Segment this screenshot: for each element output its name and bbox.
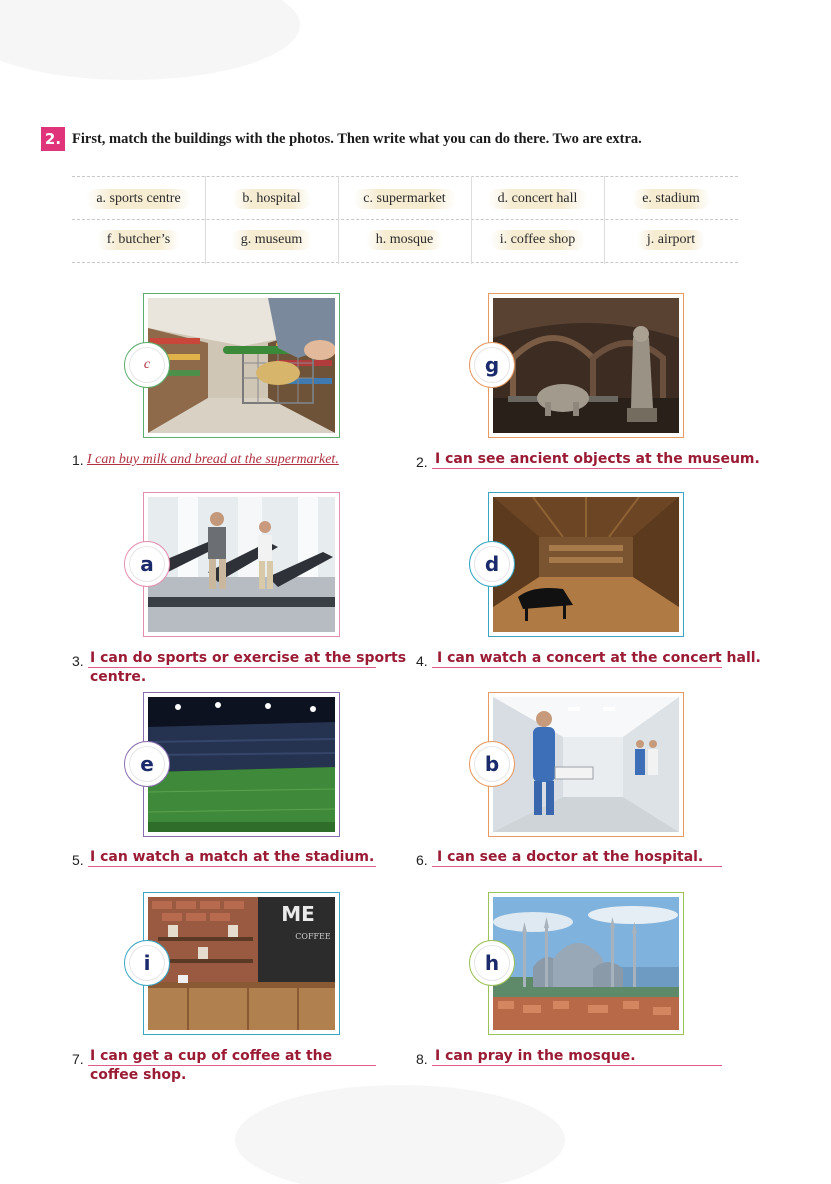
word-option: c. supermarket <box>338 189 471 209</box>
answer-letter-badge <box>124 741 170 787</box>
coffee-sign-subtext: COFFEE <box>295 932 331 941</box>
word-option: a. sports centre <box>72 189 205 209</box>
answer-line <box>432 667 722 668</box>
word-option: e. stadium <box>604 189 738 209</box>
answer-text: I can watch a concert at the concert hall. <box>437 650 761 666</box>
item-number: 6. <box>416 852 428 868</box>
photo-frame <box>143 892 340 1035</box>
item-number: 2. <box>416 454 428 470</box>
answer-letter-badge <box>124 940 170 986</box>
answer-letter: h <box>474 945 510 981</box>
word-option: g. museum <box>205 230 338 250</box>
exercise-instruction: First, match the buildings with the photos. Then write what you can do there. Two are extra. <box>72 131 642 147</box>
item-number: 1. <box>72 452 84 468</box>
photo-frame <box>143 492 340 637</box>
item-number: 7. <box>72 1051 84 1067</box>
answer-text: I can see a doctor at the hospital. <box>437 849 704 865</box>
word-option: j. airport <box>604 230 738 250</box>
photo-frame <box>143 293 340 438</box>
answer-line <box>88 667 376 668</box>
answer-letter: c <box>129 347 165 383</box>
answer-letter: d <box>474 546 510 582</box>
exercise-number: 2. <box>41 127 65 151</box>
photo-frame <box>488 692 684 837</box>
answer-line <box>88 1065 376 1066</box>
answer-letter: i <box>129 945 165 981</box>
word-option: i. coffee shop <box>471 230 604 250</box>
museum-photo <box>493 298 679 433</box>
answer-text: I can buy milk and bread at the supermarket. <box>87 452 339 467</box>
item-number: 5. <box>72 852 84 868</box>
word-option: d. concert hall <box>471 189 604 209</box>
answer-text: I can pray in the mosque. <box>435 1048 636 1064</box>
answer-line <box>432 866 722 867</box>
word-option: b. hospital <box>205 189 338 209</box>
word-option: h. mosque <box>338 230 471 250</box>
sports-centre-photo <box>148 497 335 632</box>
concert-hall-photo <box>493 497 679 632</box>
word-box-divider <box>72 219 738 220</box>
item-number: 3. <box>72 653 84 669</box>
word-box <box>72 176 738 264</box>
answer-letter-badge <box>469 741 515 787</box>
answer-letter-badge <box>124 541 170 587</box>
answer-text: I can watch a match at the stadium. <box>90 849 375 865</box>
answer-letter-badge <box>124 342 170 388</box>
supermarket-photo <box>148 298 335 433</box>
item-number: 8. <box>416 1051 428 1067</box>
photo-frame <box>488 892 684 1035</box>
stadium-photo <box>148 697 335 832</box>
mosque-photo <box>493 897 679 1030</box>
word-option: f. butcher’s <box>72 230 205 250</box>
answer-letter: b <box>474 746 510 782</box>
answer-letter-badge <box>469 940 515 986</box>
answer-letter: g <box>474 347 510 383</box>
photo-frame <box>488 492 684 637</box>
answer-line <box>432 1065 722 1066</box>
background-watermark <box>0 0 300 80</box>
answer-text: I can do sports or exercise at the sports centre. <box>90 650 407 685</box>
answer-letter-badge <box>469 541 515 587</box>
photo-frame <box>488 293 684 438</box>
hospital-photo <box>493 697 679 832</box>
word-box-divider <box>72 176 738 177</box>
coffee-shop-photo <box>148 897 335 1030</box>
answer-text: I can get a cup of coffee at the coffee shop. <box>90 1048 333 1083</box>
answer-letter-badge <box>469 342 515 388</box>
answer-letter: a <box>129 546 165 582</box>
background-watermark <box>235 1085 565 1184</box>
coffee-sign-text: ME <box>281 902 315 926</box>
word-box-divider <box>72 262 738 263</box>
answer-line <box>432 468 722 469</box>
answer-text: I can see ancient objects at the museum. <box>435 451 760 467</box>
answer-letter: e <box>129 746 165 782</box>
photo-frame <box>143 692 340 837</box>
item-number: 4. <box>416 653 428 669</box>
answer-line <box>88 866 376 867</box>
